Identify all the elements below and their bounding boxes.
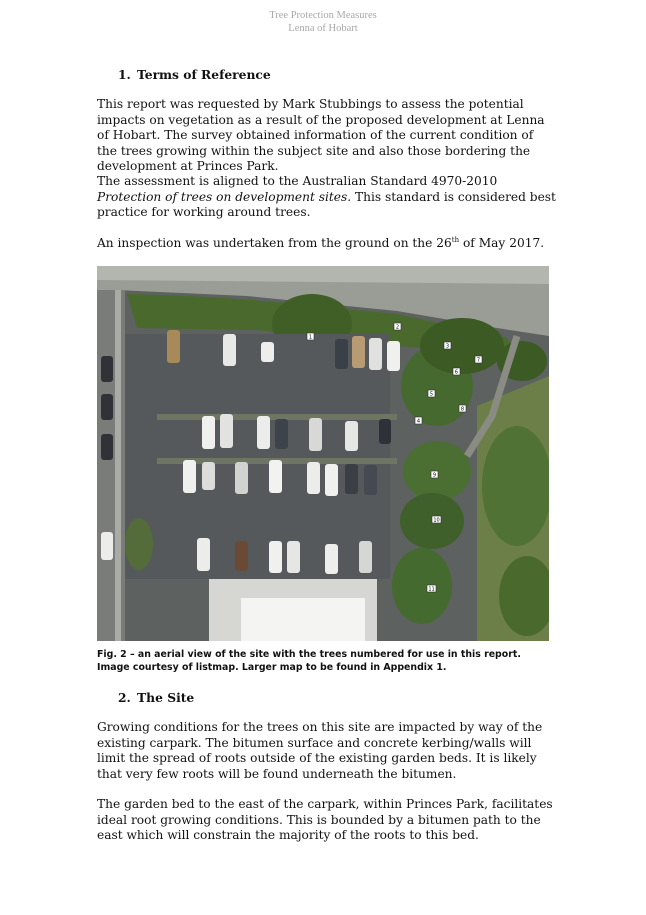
running-header: [0, 9, 646, 35]
figure-caption: Fig. 2 – an aerial view of the site with the trees numbered for use in this report. Image courtesy of listmap. Larger map to be found in Appendix 1.: [97, 649, 521, 673]
svg-text:9: 9: [432, 472, 437, 479]
para-3-text-a: An inspection was undertaken from the ground on the 26: [97, 236, 452, 250]
para-2-text-a: The assessment is aligned to the Australian Standard 4970-2010: [97, 174, 498, 188]
section-1-paragraph-3: [97, 236, 557, 252]
tree-marker: [432, 516, 441, 524]
svg-text:5: 5: [429, 391, 434, 398]
section-1-number: 1.: [118, 67, 131, 82]
tree-marker: [475, 356, 482, 364]
section-1-paragraph-2: [97, 174, 557, 221]
svg-text:7: 7: [476, 357, 481, 364]
section-2-paragraph-2: The garden bed to the east of the carpark, within Princes Park, facilitates ideal root growing conditions. This is bounded by a bitumen path to the east which will constrain the majority of the roots to this bed.: [97, 797, 553, 842]
section-1-title: Terms of Reference: [137, 67, 271, 82]
svg-text:11: 11: [428, 586, 435, 593]
svg-text:4: 4: [416, 418, 421, 425]
section-2-paragraph-1: Growing conditions for the trees on this site are impacted by way of the existing carpark. The bitumen surface and concrete kerbing/walls will limit the spread of roots outside of the existing garden beds. It is likely that very few roots will be found underneath the bitumen.: [97, 720, 543, 781]
svg-text:6: 6: [454, 369, 459, 376]
tree-marker: [431, 471, 438, 479]
svg-text:1: 1: [308, 334, 313, 341]
header-subtitle: Lenna of Hobart: [288, 23, 358, 34]
section-1-paragraph-1: This report was requested by Mark Stubbings to assess the potential impacts on vegetation as a result of the proposed development at Lenna of Hobart. The survey obtained information of the current condition of the trees growing within the subject site and also those bordering the development at Princes Park.: [97, 97, 545, 173]
tree-marker: [427, 585, 436, 593]
tree-marker: [428, 390, 435, 398]
section-1-heading: [118, 67, 271, 82]
ordinal-suffix: th: [451, 235, 460, 244]
svg-text:8: 8: [460, 406, 465, 413]
standard-title: Protection of trees on development sites.: [97, 189, 352, 204]
section-2-heading: [118, 690, 194, 705]
aerial-site-map: [97, 266, 549, 641]
section-2-number: 2.: [118, 690, 131, 705]
tree-marker: [394, 323, 401, 331]
tree-marker: [459, 405, 466, 413]
svg-text:10: 10: [433, 517, 440, 524]
tree-marker: [307, 333, 314, 341]
para-2-text-b: This standard is considered best practice for working around trees.: [97, 189, 556, 219]
header-title: Tree Protection Measures: [269, 10, 377, 21]
section-2-title: The Site: [137, 690, 195, 705]
tree-marker: [453, 368, 460, 376]
tree-marker: [444, 342, 451, 350]
para-3-text-b: of May 2017.: [459, 236, 545, 250]
tree-marker: [415, 417, 422, 425]
svg-text:3: 3: [445, 343, 450, 350]
svg-text:2: 2: [395, 324, 400, 331]
